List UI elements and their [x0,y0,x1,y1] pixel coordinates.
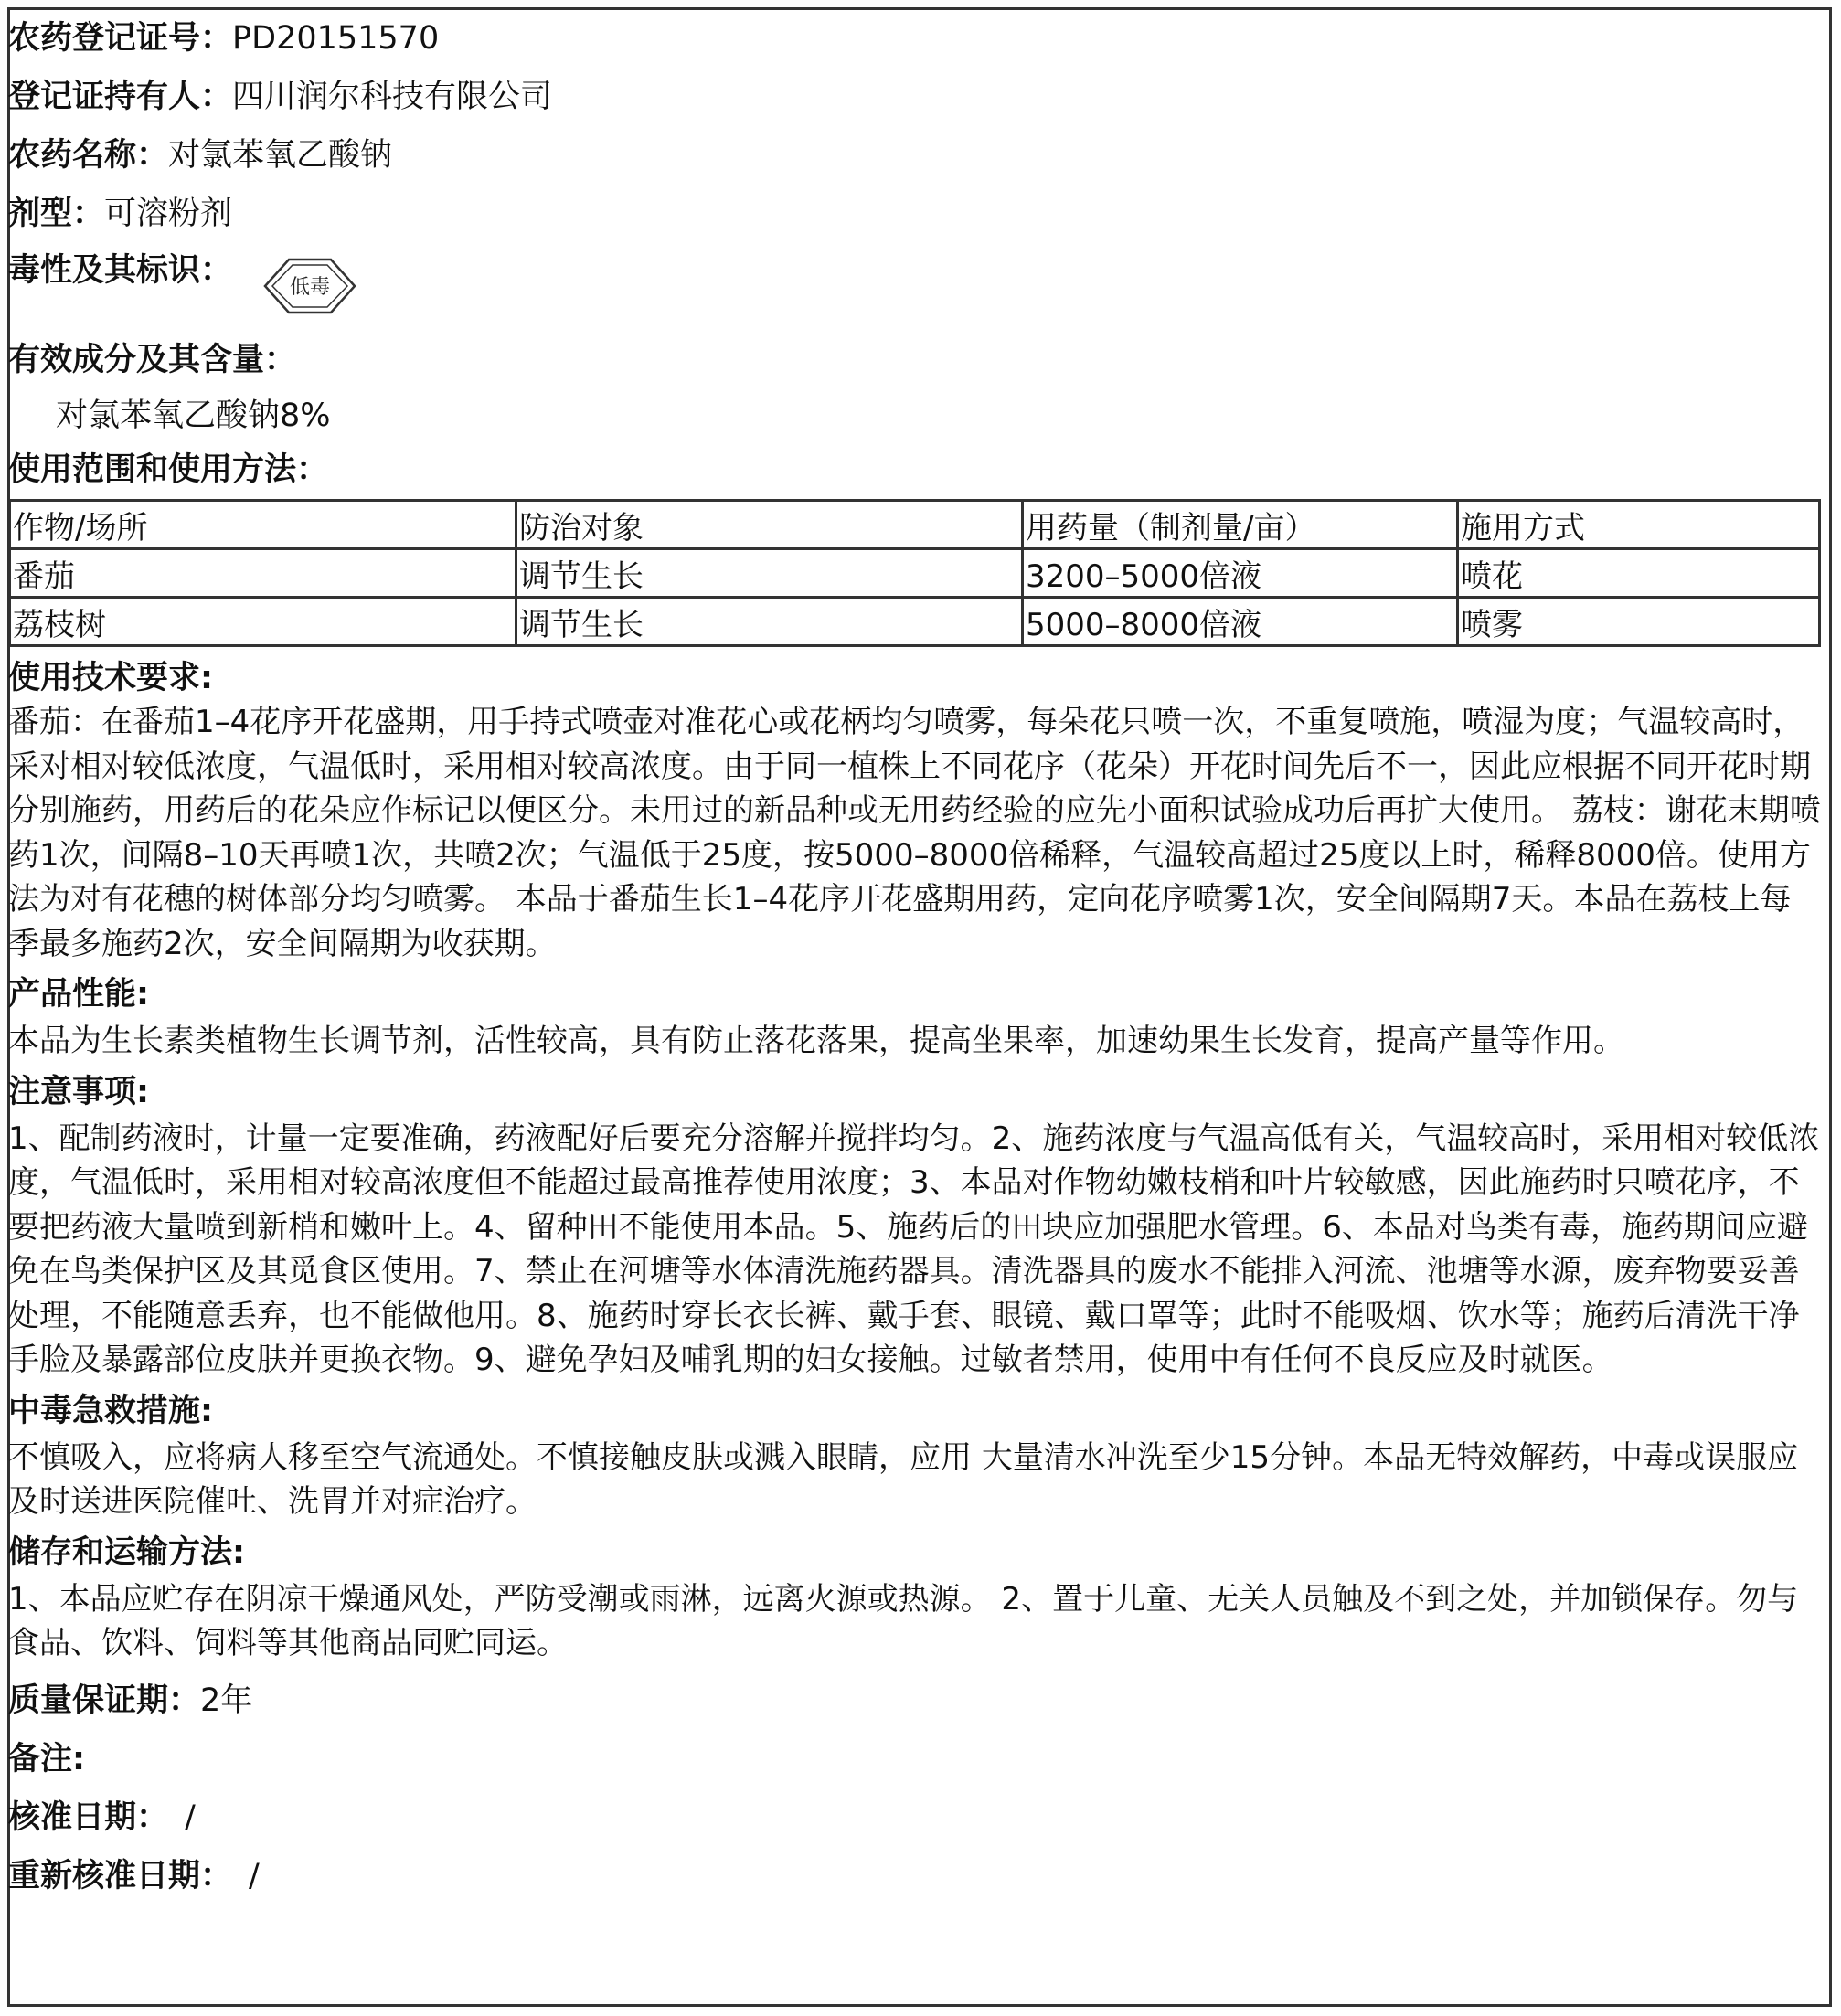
registration-number-label: 农药登记证号： [8,20,233,57]
holder-value: 四川润尔科技有限公司 [232,79,553,115]
low-toxicity-diamond-icon [260,254,360,318]
toxicity-badge-text: 低毒 [290,276,331,299]
cell-target: 调节生长 [516,598,1023,646]
holder-label: 登记证持有人： [8,79,233,115]
usage-table-header [10,501,1820,549]
pesticide-name-row [8,126,1822,185]
storage-text: 1、本品应贮存在阴凉干燥通风处，严防受潮或雨淋，远离火源或热源。 2、置于儿童、无关人员触及不到之处，并加锁保存。勿与食品、饮料、饲料等其他商品同贮同运。 [8,1580,1799,1661]
usage-heading-row [8,442,1822,493]
cell-crop: 番茄 [10,549,516,598]
notes-heading-row [8,1064,1822,1117]
ingredient-label: 有效成分及其含量： [8,342,297,378]
toxicity-row [8,243,1822,331]
reapproval-date-label: 重新核准日期： [8,1857,233,1894]
approval-date-value: / [185,1798,196,1836]
pesticide-name-value: 对氯苯氧乙酸钠 [168,137,393,174]
approval-date-row [8,1788,1822,1847]
table-row [10,598,1820,646]
header-target: 防治对象 [516,501,1023,549]
notes-text: 1、配制药液时，计量一定要准确，药液配好后要充分溶解并搅拌均匀。2、施药浓度与气温高低有关，气温较高时，采用相对较低浓度，气温低时，采用相对较高浓度但不能超过最高推荐使用浓度；3、本品对作物幼嫩枝梢和叶片较敏感，因此施药时只喷花序，不要把药液大量喷到新梢和嫩叶上。4、留种田不能使用本品。5、施药后的田块应加强肥水管理。6、本品对鸟类有毒，施药期间应避免在鸟类保护区及其觅食区使用。7、禁止在河塘等水体清洗施药器具。清洗器具的废水不能排入河流、池塘等水源，废弃物要妥善处理，不能随意丢弃，也不能做他用。8、施药时穿长衣长裤、戴手套、眼镜、戴口罩等；此时不能吸烟、饮水等；施药后清洗干净手脸及暴露部位皮肤并更换衣物。9、避免孕妇及哺乳期的妇女接触。过敏者禁用，使用中有任何不良反应及时就医。 [8,1119,1820,1378]
reapproval-date-value: / [249,1857,260,1894]
cell-method: 喷花 [1458,549,1820,598]
header-method: 施用方式 [1458,501,1820,549]
cell-crop: 荔枝树 [10,598,516,646]
firstaid-heading-row [8,1383,1822,1436]
warranty-row [8,1671,1822,1730]
performance-label: 产品性能: [8,976,149,1013]
reapproval-date-row [8,1847,1822,1905]
storage-heading-row [8,1524,1822,1577]
performance-heading-row [8,966,1822,1019]
ingredient-value: 对氯苯氧乙酸钠8% [56,398,331,434]
table-row [10,549,1820,598]
tech-text: 番茄：在番茄1–4花序开花盛期，用手持式喷壶对准花心或花柄均匀喷雾，每朵花只喷一次，不重复喷施，喷湿为度；气温较高时，采对相对较低浓度，气温低时，采用相对较高浓度。由于同一植株上不同花序（花朵）开花时间先后不一，因此应根据不同开花时期分别施药，用药后的花朵应作标记以便区分。未用过的新品种或无用药经验的应先小面积试验成功后再扩大使用。 荔枝：谢花末期喷药1次，间隔8–10天再喷1次，共喷2次；气温低于25度，按5000–8000倍稀释，气温较高超过25度以上时，稀释8000倍。使用方法为对有花穗的树体部分均匀喷雾。 本品于番茄生长1–4花序开花盛期用药，定向花序喷雾1次，安全间隔期7天。本品在荔枝上每季最多施药2次，安全间隔期为收获期。 [8,704,1821,962]
pesticide-label-document [8,9,1822,1905]
formulation-value: 可溶粉剂 [104,196,233,232]
formulation-row [8,185,1822,243]
approval-date-label: 核准日期： [8,1798,169,1836]
header-dosage: 用药量（制剂量/亩） [1023,501,1458,549]
tech-label: 使用技术要求: [8,660,213,696]
storage-label: 储存和运输方法: [8,1533,245,1571]
holder-row [8,68,1822,126]
registration-number-value: PD20151570 [232,20,440,57]
pesticide-name-label: 农药名称： [8,137,169,174]
registration-number-row [8,9,1822,68]
cell-dosage: 3200–5000倍液 [1023,549,1458,598]
header-crop: 作物/场所 [10,501,516,549]
cell-target: 调节生长 [516,549,1023,598]
remarks-row [8,1730,1822,1788]
warranty-value: 2年 [200,1682,253,1719]
cell-dosage: 5000–8000倍液 [1023,598,1458,646]
toxicity-label: 毒性及其标识： [8,252,233,289]
performance-text: 本品为生长素类植物生长调节剂，活性较高，具有防止落花落果，提高坐果率，加速幼果生长发育，提高产量等作用。 [8,1023,1624,1059]
usage-table [8,499,1821,647]
formulation-label: 剂型： [8,196,105,232]
ingredient-heading-row [8,331,1822,389]
usage-label: 使用范围和使用方法： [8,451,329,488]
tech-heading-row [8,653,1822,700]
firstaid-label: 中毒急救措施: [8,1392,213,1429]
firstaid-text: 不慎吸入，应将病人移至空气流通处。不慎接触皮肤或溅入眼睛，应用 大量清水冲洗至少15分钟。本品无特效解药，中毒或误服应及时送进医院催吐、洗胃并对症治疗。 [8,1438,1799,1520]
notes-label: 注意事项: [8,1073,149,1110]
remarks-label: 备注: [8,1740,85,1777]
ingredient-value-row [8,389,1822,442]
warranty-label: 质量保证期： [8,1682,201,1719]
cell-method: 喷雾 [1458,598,1820,646]
